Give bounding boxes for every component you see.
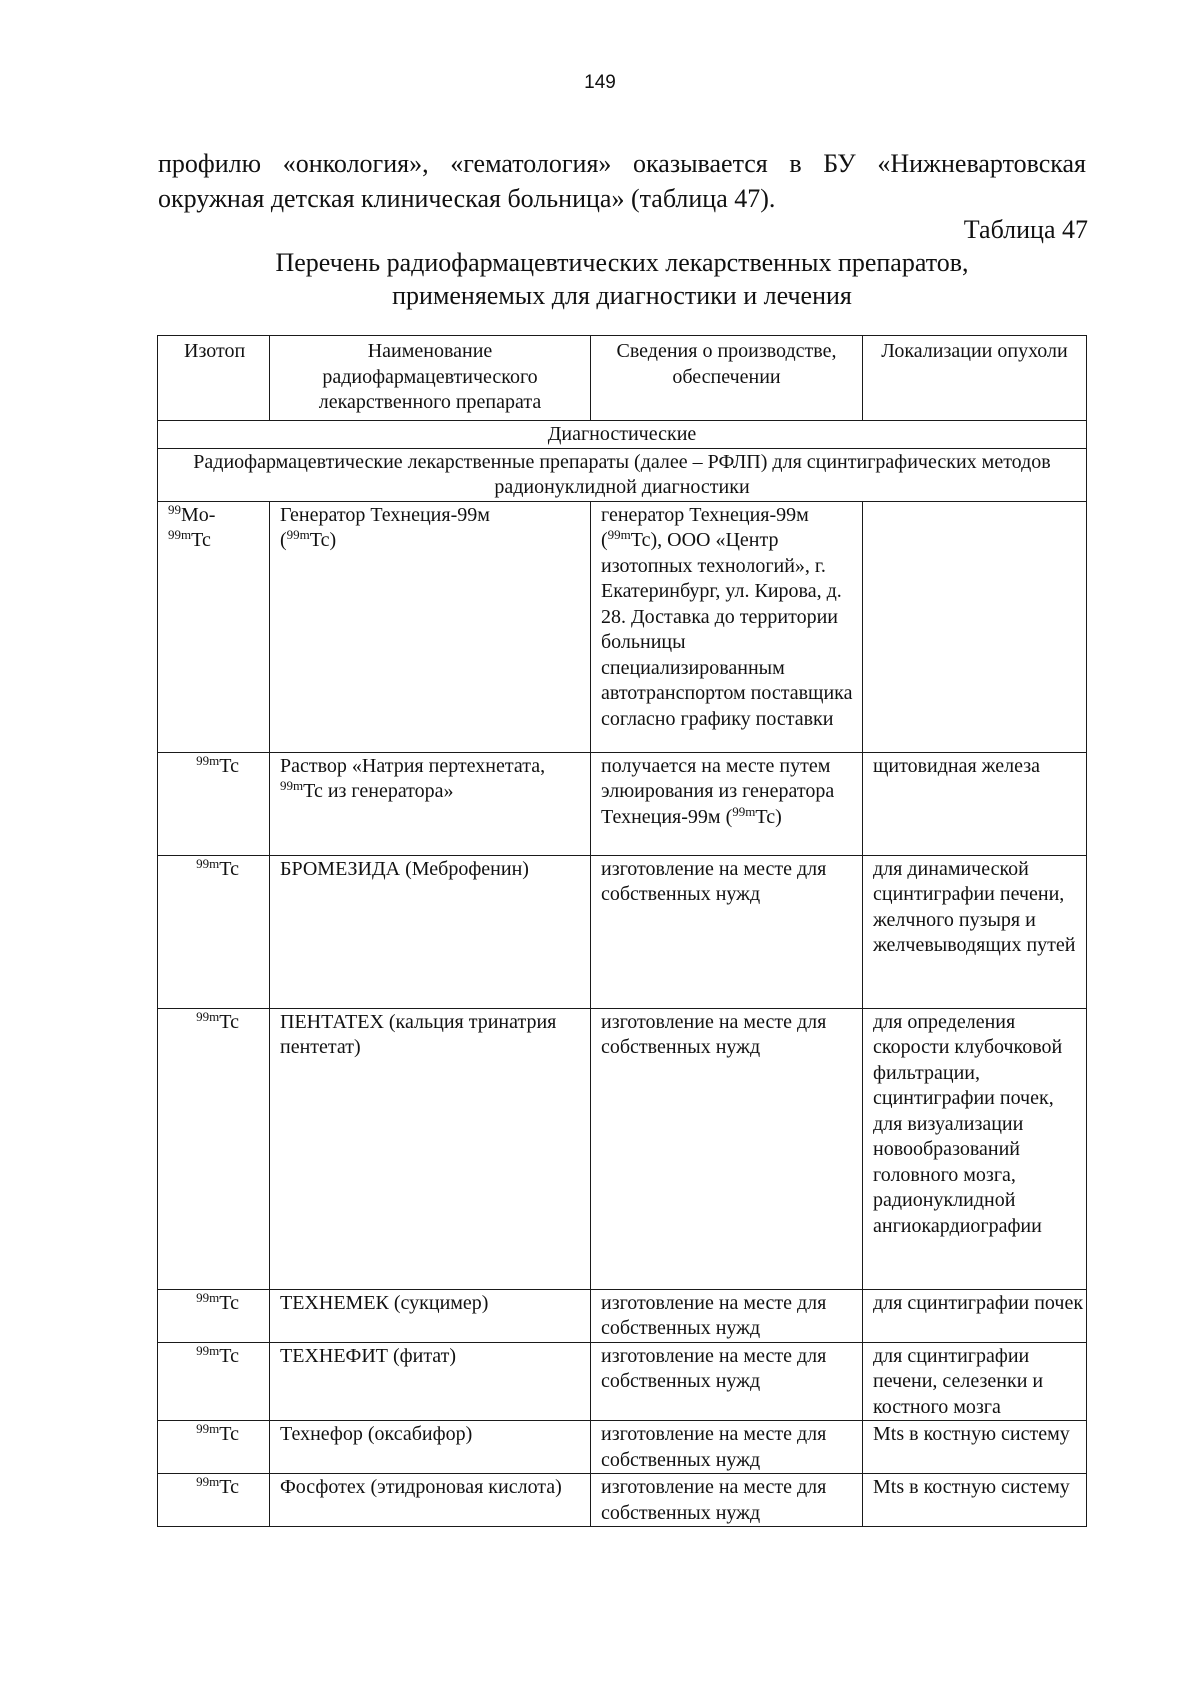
- isotope-cell: [158, 752, 270, 855]
- table-header-row: [158, 336, 1087, 421]
- intro-paragraph: профилю «онкология», «гематология» оказывается в БУ «Нижневартовская окружная детская клиническая больница» (таблица 47).: [158, 149, 1086, 213]
- isotope-cell: [158, 855, 270, 1008]
- table-row: [158, 1342, 1087, 1421]
- isotope-mass: 99m: [168, 527, 192, 542]
- isotope-symbol: Tc: [219, 1423, 239, 1445]
- drug-name-tail: Tc): [309, 529, 337, 551]
- localization-cell: щитовидная железа: [863, 752, 1087, 855]
- drug-name: Генератор Технеция-99м: [280, 503, 490, 526]
- table-row: [158, 1289, 1087, 1342]
- table-row: [158, 752, 1087, 855]
- production-text: Tc), ООО «Центр изотопных технологий», г. Екатеринбург, ул. Кирова, д. 28. Доставка до территории больницы специализированным автотранспортом поставщика согласно графику поставки: [601, 529, 853, 730]
- table-title: [158, 246, 1086, 312]
- subsection-row: [158, 448, 1087, 501]
- table-row: [158, 855, 1087, 1008]
- section-title: Диагностические: [158, 421, 1087, 449]
- production-cell: изготовление на месте для собственных нужд: [591, 1289, 863, 1342]
- isotope-symbol: Tc: [219, 1291, 239, 1314]
- production-text: Tc): [755, 805, 782, 828]
- table-row: [158, 1008, 1087, 1289]
- production-text: получается на месте путем элюирования из генератора Технеция-99м: [601, 754, 835, 828]
- localization-cell: для сцинтиграфии печени, селезенки и костного мозга: [863, 1342, 1087, 1421]
- isotope-mass: 99m: [196, 1421, 220, 1436]
- table-row: [158, 501, 1087, 752]
- production-cell: изготовление на месте для собственных нужд: [591, 1421, 863, 1474]
- drug-name-tail: Tc из генератора»: [303, 780, 454, 802]
- drug-name-cell: ТЕХНЕФИТ (фитат): [270, 1342, 591, 1421]
- isotope-mass: 99m: [280, 778, 304, 793]
- production-cell: генератор Технеция-99м ($^{99m}$Tc), ООО «Центр изотопных технологий», г. Екатеринбург, ул. Кирова, д. 28. Доставка до территории больницы специализированным автотранспортом поставщика согласно графику поставки: [591, 501, 863, 752]
- drug-name-cell: [270, 752, 591, 855]
- drug-name-cell: Фосфотех (этидроновая кислота): [270, 1474, 591, 1527]
- production-cell: изготовление на месте для собственных нужд: [591, 1474, 863, 1527]
- isotope-cell: [158, 1342, 270, 1421]
- table-title-line: Перечень радиофармацевтических лекарственных препаратов,: [275, 248, 969, 277]
- isotope-mass: 99m: [732, 803, 756, 819]
- drug-name-cell: ПЕНТАТЕХ (кальция тринатрия пентетат): [270, 1008, 591, 1289]
- isotope-mass: 99m: [196, 1008, 220, 1024]
- isotope-symbol: Mo-: [181, 503, 216, 526]
- isotope-cell: [158, 1474, 270, 1527]
- isotope-cell: [158, 1008, 270, 1289]
- isotope-mass: 99m: [286, 527, 310, 542]
- isotope-symbol: Tc: [219, 1010, 239, 1033]
- production-text: генератор Технеция-99м: [601, 503, 809, 526]
- drug-name-cell: Технефор (оксабифор): [270, 1421, 591, 1474]
- isotope-symbol: Tc: [219, 1476, 239, 1498]
- isotope-mass: 99m: [196, 1342, 220, 1358]
- production-cell: изготовление на месте для собственных нужд: [591, 1008, 863, 1289]
- drug-name: Раствор «Натрия пертехнетата,: [280, 754, 546, 777]
- localization-cell: для определения скорости клубочковой фильтрации, сцинтиграфии почек, для визуализации новообразований головного мозга, радионуклидной ангиокардиографии: [863, 1008, 1087, 1289]
- isotope-mass: 99m: [607, 527, 631, 542]
- header-tumor-localization: Локализации опухоли: [863, 336, 1087, 421]
- table-row: [158, 1421, 1087, 1474]
- table-title-line: применяемых для диагностики и лечения: [392, 281, 852, 310]
- radiopharmaceuticals-table: [157, 335, 1087, 1527]
- table-label: Таблица 47: [963, 215, 1088, 244]
- header-drug-name: Наименование радиофармацевтического лекарственного препарата: [270, 336, 591, 421]
- isotope-symbol: Tc: [219, 857, 239, 880]
- page-number: 149: [584, 72, 616, 93]
- drug-name-cell: БРОМЕЗИДА (Меброфенин): [270, 855, 591, 1008]
- isotope-mass: 99m: [196, 1474, 220, 1489]
- isotope-mass: 99m: [196, 752, 220, 768]
- header-isotope: Изотоп: [158, 336, 270, 421]
- isotope-cell: [158, 501, 270, 752]
- isotope-mass: 99m: [196, 855, 220, 871]
- production-cell: изготовление на месте для собственных нужд: [591, 855, 863, 1008]
- isotope-cell: [158, 1289, 270, 1342]
- localization-cell: Mts в костную систему: [863, 1421, 1087, 1474]
- isotope-symbol: Tc: [191, 529, 211, 551]
- production-cell: изготовление на месте для собственных нужд: [591, 1342, 863, 1421]
- drug-name-cell: ТЕХНЕМЕК (сукцимер): [270, 1289, 591, 1342]
- section-row: [158, 421, 1087, 449]
- isotope-cell: [158, 1421, 270, 1474]
- isotope-mass: 99: [168, 501, 181, 517]
- localization-cell: [863, 501, 1087, 752]
- localization-cell: Mts в костную систему: [863, 1474, 1087, 1527]
- localization-cell: для динамической сцинтиграфии печени, желчного пузыря и желчевыводящих путей: [863, 855, 1087, 1008]
- header-production: Сведения о производстве, обеспечении: [591, 336, 863, 421]
- localization-cell: для сцинтиграфии почек: [863, 1289, 1087, 1342]
- isotope-symbol: Tc: [219, 1344, 239, 1367]
- drug-name-cell: Генератор Технеция-99м ($^{99m}$Tc): [270, 501, 591, 752]
- isotope-mass: 99m: [196, 1289, 220, 1305]
- isotope-symbol: Tc: [219, 754, 239, 777]
- table-row: [158, 1474, 1087, 1527]
- subsection-title: Радиофармацевтические лекарственные препараты (далее – РФЛП) для сцинтиграфических методов радионуклидной диагностики: [158, 448, 1087, 501]
- production-cell: получается на месте путем элюирования из генератора Технеция-99м ($^{99m}$Tc): [591, 752, 863, 855]
